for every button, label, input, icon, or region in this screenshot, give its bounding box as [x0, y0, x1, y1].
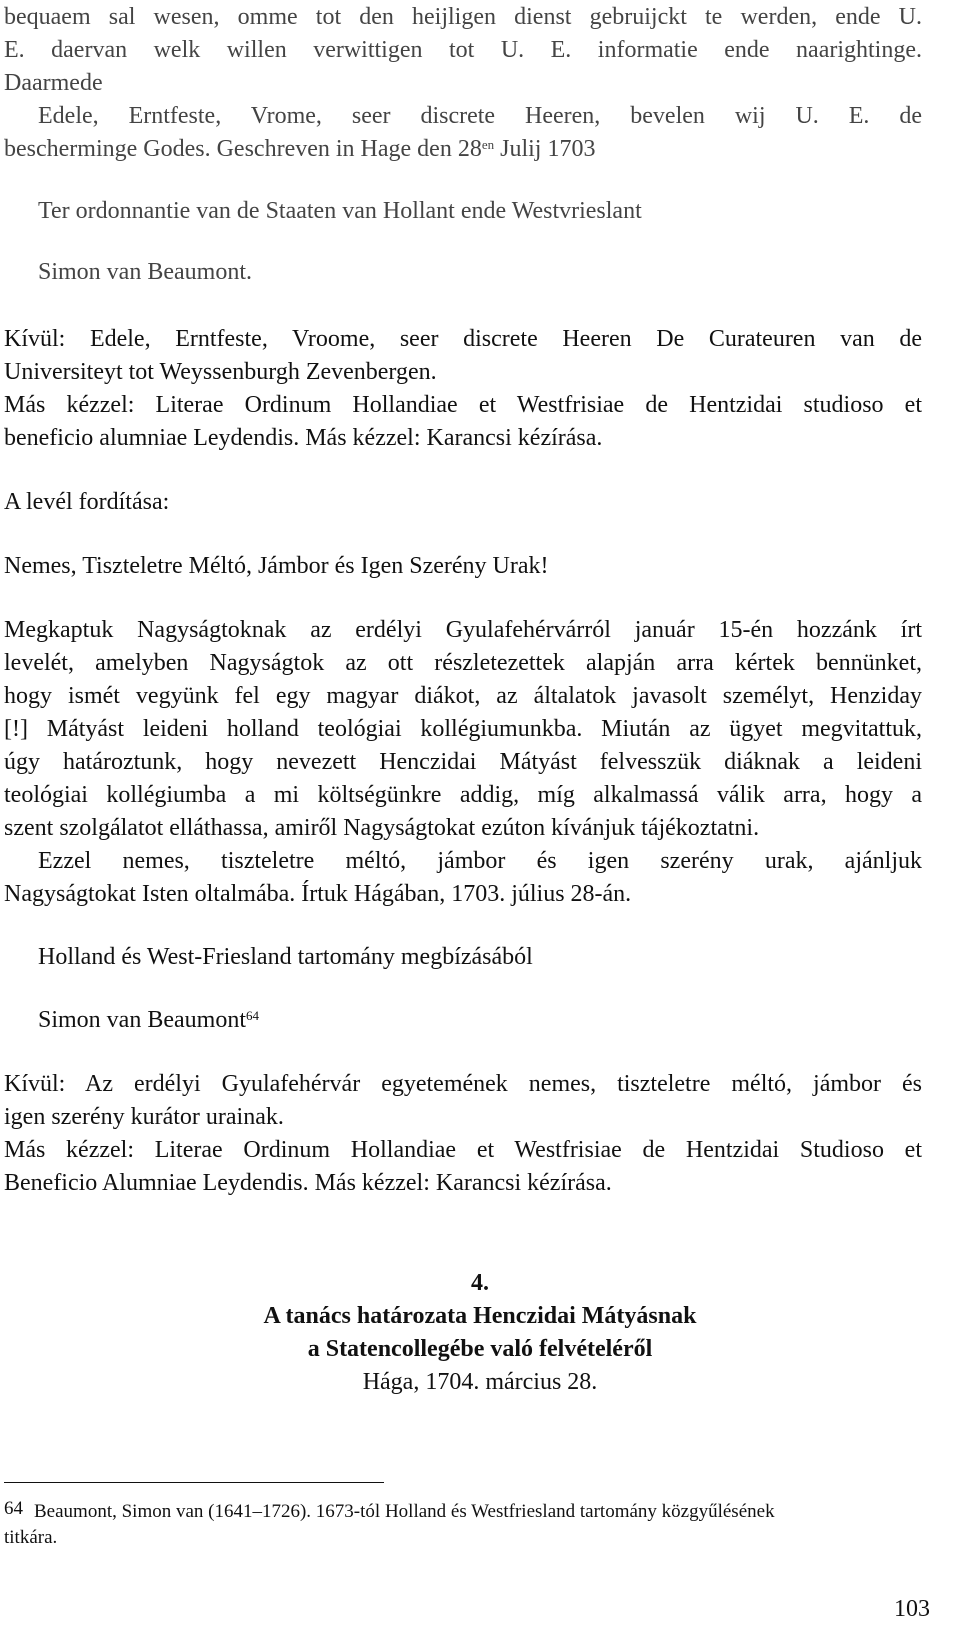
- dutch-letter-line: Daarmede: [4, 70, 103, 96]
- dutch-letter-signature: Simon van Beaumont.: [38, 259, 252, 285]
- footnote-ref[interactable]: 64: [245, 1008, 259, 1023]
- salutation: Nemes, Tiszteletre Méltó, Jámbor és Igen Szerény Urak!: [4, 553, 549, 579]
- endorsement-line: Más kézzel: Literae Ordinum Hollandiae et Westfrisiae de Hentzidai Studioso et: [4, 1137, 922, 1163]
- section-title: a Statencollegébe való felvételéről: [307, 1336, 653, 1362]
- body-line: hogy ismét vegyünk fel egy magyar diákot, az általatok javasolt személyt, Henziday: [4, 683, 922, 709]
- page-number: 103: [894, 1596, 930, 1622]
- endorsement-line: Más kézzel: Literae Ordinum Hollandiae et Westfrisiae de Hentzidai studioso et: [4, 392, 922, 418]
- footnote-divider: [4, 1482, 384, 1483]
- footnote-text: Beaumont, Simon van (1641–1726). 1673-tól Holland és Westfriesland tartomány közgyűlésének: [34, 1501, 775, 1522]
- translation-signature: Simon van Beaumont$^{64}$: [38, 1007, 259, 1033]
- section-place-date: Hága, 1704. március 28.: [362, 1369, 598, 1395]
- endorsement-line: beneficio alumniae Leydendis. Más kézzel: Karancsi kézírása.: [4, 425, 603, 451]
- endorsement-line: Beneficio Alumniae Leydendis. Más kézzel: Karancsi kézírása.: [4, 1170, 612, 1196]
- translation-heading: A levél fordítása:: [4, 489, 170, 515]
- section-title: A tanács határozata Henczidai Mátyásnak: [263, 1303, 697, 1329]
- dutch-letter-line: E. daervan welk willen verwittigen tot U. E. informatie ende naarightinge.: [4, 37, 922, 63]
- body-line: úgy határoztunk, hogy nevezett Henczidai Mátyást felvesszük diáknak a leideni: [4, 749, 922, 775]
- body-line: Nagyságtokat Isten oltalmába. Írtuk Hágában, 1703. július 28-án.: [4, 881, 632, 907]
- body-line: Megkaptuk Nagyságtoknak az erdélyi Gyulafehérvárról január 15-én hozzánk írt: [4, 617, 922, 643]
- endorsement-line: Kívül: Az erdélyi Gyulafehérvár egyetemének nemes, tiszteletre méltó, jámbor és: [4, 1071, 922, 1097]
- body-line: [!] Mátyást leideni holland teológiai kollégiumunkba. Miután az ügyet megvitattuk,: [4, 716, 922, 742]
- endorsement-line: Kívül: Edele, Erntfeste, Vroome, seer discrete Heeren De Curateuren van de: [4, 326, 922, 352]
- body-line: levelét, amelyben Nagyságtok az ott részletezettek alapján arra kértek bennünket,: [4, 650, 922, 676]
- dutch-letter-line: Edele, Erntfeste, Vrome, seer discrete Heeren, bevelen wij U. E. de: [38, 103, 922, 129]
- body-line: teológiai kollégiumba a mi költségünkre addig, míg alkalmassá válik arra, hogy a: [4, 782, 922, 808]
- dutch-letter-line: bequaem sal wesen, omme tot den heijligen dienst gebruijckt te werden, ende U.: [4, 4, 922, 30]
- body-line: Ezzel nemes, tiszteletre méltó, jámbor és igen szerény urak, ajánljuk: [38, 848, 922, 874]
- dutch-letter-date-line: bescherminge Godes. Geschreven in Hage den $28^{en}$ Julij 1703: [4, 136, 596, 162]
- dutch-letter-order: Ter ordonnantie van de Staaten van Hollant ende Westvrieslant: [38, 198, 642, 224]
- footnote-number: 64: [4, 1498, 23, 1519]
- endorsement-line: igen szerény kurátor urainak.: [4, 1104, 284, 1130]
- section-number: 4.: [471, 1270, 489, 1296]
- endorsement-line: Universiteyt tot Weyssenburgh Zevenbergen.: [4, 359, 437, 385]
- translation-order: Holland és West-Friesland tartomány megbízásából: [38, 944, 533, 970]
- body-line: szent szolgálatot elláthassa, amiről Nagyságtokat ezúton kívánjuk tájékoztatni.: [4, 815, 760, 841]
- footnote-text: titkára.: [4, 1527, 58, 1548]
